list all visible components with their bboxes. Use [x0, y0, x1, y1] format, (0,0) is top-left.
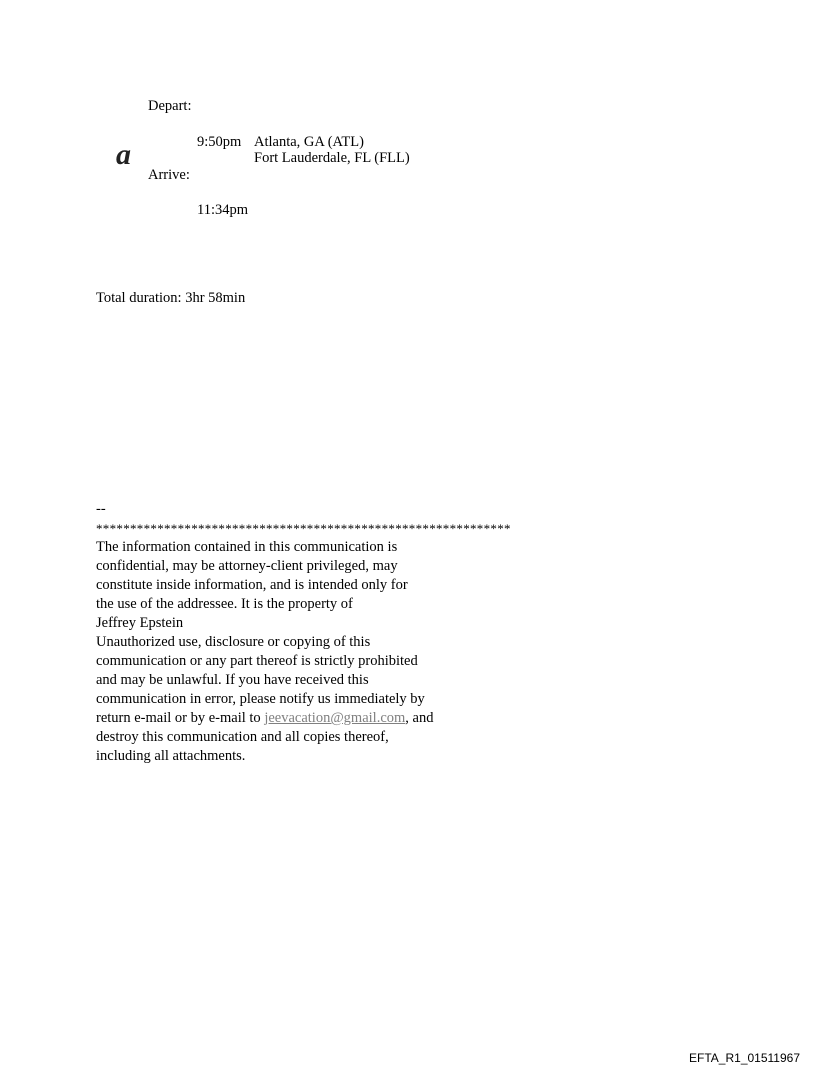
destination-airport: Fort Lauderdale, FL (FLL) [254, 150, 410, 166]
disclaimer-line: destroy this communication and all copies thereof, [96, 729, 389, 745]
disclaimer-line: The information contained in this communication is [96, 539, 398, 555]
email-line [96, 709, 616, 728]
arrive-label: Arrive: [148, 167, 190, 183]
disclaimer-line: communication or any part thereof is strictly prohibited [96, 653, 418, 669]
depart-time: 9:50pm [197, 134, 242, 150]
depart-label: Depart: [148, 98, 192, 114]
arrive-time: 11:34pm [197, 202, 249, 218]
origin-airport: Atlanta, GA (ATL) [254, 134, 364, 150]
disclaimer-line: constitute inside information, and is intended only for [96, 577, 408, 593]
separator-stars: ************************************************************* [96, 521, 511, 536]
separator-dash: -- [96, 501, 106, 517]
airline-logo-icon: a [116, 138, 131, 171]
disclaimer-line: confidential, may be attorney-client privileged, may [96, 558, 398, 574]
confidentiality-footer [96, 500, 616, 766]
disclaimer-line: communication in error, please notify us immediately by [96, 691, 425, 707]
total-duration: Total duration: 3hr 58min [96, 290, 246, 306]
email-line-prefix: return e-mail or by e-mail to [96, 710, 265, 726]
disclaimer-line: and may be unlawful. If you have received this [96, 672, 369, 688]
document-id: EFTA_R1_01511967 [689, 1051, 800, 1065]
property-owner: Jeffrey Epstein [96, 615, 184, 631]
disclaimer-line: the use of the addressee. It is the property of [96, 596, 353, 612]
disclaimer-line: Unauthorized use, disclosure or copying of this [96, 634, 371, 650]
disclaimer-line: including all attachments. [96, 748, 246, 764]
email-link[interactable]: jeevacation@gmail.com [264, 710, 406, 726]
email-line-suffix: , and [405, 710, 434, 726]
